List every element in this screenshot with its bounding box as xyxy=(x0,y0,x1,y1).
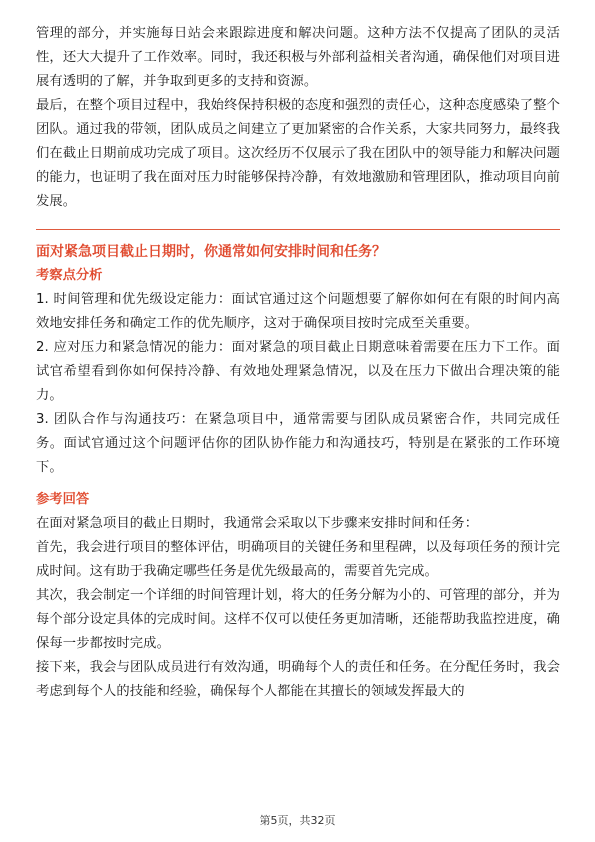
intro-paragraph: 最后，在整个项目过程中，我始终保持积极的态度和强烈的责任心，这种态度感染了整个团队。通过我的带领，团队成员之间建立了更加紧密的合作关系，大家共同努力，最终我们在截止日期前成功完成了项目。这次经历不仅展示了我在团队中的领导能力和解决问题的能力，也证明了我在面对压力时能够保持冷静，有效地激励和管理团队，推动项目向前发展。 xyxy=(36,98,560,209)
analysis-item: 3. 团队合作与沟通技巧：在紧急项目中，通常需要与团队成员紧密合作，共同完成任务。面试官通过这个问题评估你的团队协作能力和沟通技巧，特别是在紧张的工作环境下。 xyxy=(36,412,560,475)
answer-paragraph: 首先，我会进行项目的整体评估，明确项目的关键任务和里程碑，以及每项任务的预计完成时间。这有助于我确定哪些任务是优先级最高的，需要首先完成。 xyxy=(36,540,560,579)
analysis-label: 考察点分析 xyxy=(36,268,103,283)
intro-paragraph: 管理的部分，并实施每日站会来跟踪进度和解决问题。这种方法不仅提高了团队的灵活性，还大大提升了工作效率。同时，我还积极与外部利益相关者沟通，确保他们对项目进展有透明的了解，并争取到更多的支持和资源。 xyxy=(36,26,560,89)
document-page xyxy=(36,22,560,704)
answer-paragraph: 接下来，我会与团队成员进行有效沟通，明确每个人的责任和任务。在分配任务时，我会考虑到每个人的技能和经验，确保每个人都能在其擅长的领域发挥最大的 xyxy=(36,660,560,699)
page-footer: 第5页，共32页 xyxy=(259,814,336,827)
question-heading: 面对紧急项目截止日期时，你通常如何安排时间和任务？ xyxy=(36,244,386,260)
answer-paragraph: 在面对紧急项目的截止日期时，我通常会采取以下步骤来安排时间和任务： xyxy=(36,516,479,531)
analysis-item: 1. 时间管理和优先级设定能力：面试官通过这个问题想要了解你如何在有限的时间内高效地安排任务和确定工作的优先顺序，这对于确保项目按时完成至关重要。 xyxy=(36,292,560,331)
answer-label: 参考回答 xyxy=(36,492,90,507)
answer-paragraph: 其次，我会制定一个详细的时间管理计划，将大的任务分解为小的、可管理的部分，并为每个部分设定具体的完成时间。这样不仅可以使任务更加清晰，还能帮助我监控进度，确保每一步都按时完成。 xyxy=(36,588,560,651)
section-divider xyxy=(36,229,560,230)
analysis-item: 2. 应对压力和紧急情况的能力：面对紧急的项目截止日期意味着需要在压力下工作。面试官希望看到你如何保持冷静、有效地处理紧急情况，以及在压力下做出合理决策的能力。 xyxy=(36,340,560,403)
